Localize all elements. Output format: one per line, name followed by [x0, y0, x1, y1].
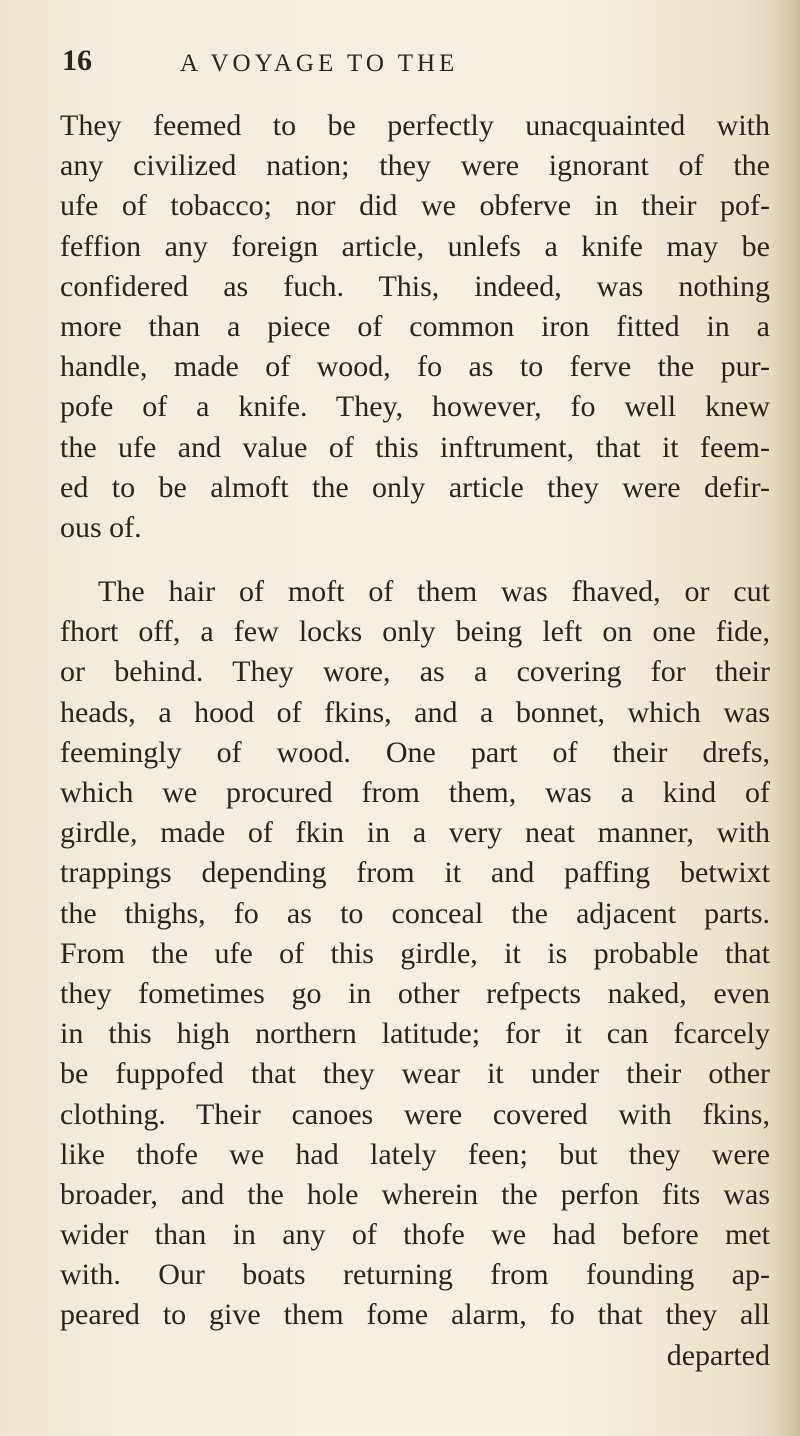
- text-line: trappings depending from it and paffing betwixt: [60, 856, 770, 890]
- text-line: broader, and the hole wherein the perfon fits was: [60, 1177, 770, 1211]
- text-line: or behind. They wore, as a covering for their: [60, 655, 770, 689]
- page-gutter-shadow: [772, 0, 800, 1436]
- text-line: more than a piece of common iron fitted in a: [60, 309, 770, 343]
- text-line: confidered as fuch. This, indeed, was nothing: [60, 269, 770, 303]
- text-line: feemingly of wood. One part of their drefs,: [60, 735, 770, 769]
- text-line: clothing. Their canoes were covered with fkins,: [60, 1097, 770, 1131]
- paragraph-gap: [60, 548, 770, 572]
- text-line: ous of.: [60, 510, 142, 544]
- running-title: A VOYAGE TO THE: [180, 50, 459, 77]
- paragraph-2: [60, 572, 770, 1376]
- text-line: girdle, made of fkin in a very neat manner, with: [60, 816, 770, 850]
- text-line: heads, a hood of fkins, and a bonnet, which was: [60, 695, 770, 729]
- text-line: in this high northern latitude; for it can fcarcely: [60, 1017, 770, 1051]
- text-line: feffion any foreign article, unlefs a knife may be: [60, 229, 770, 263]
- text-line: From the ufe of this girdle, it is probable that: [60, 936, 770, 970]
- text-line: the thighs, fo as to conceal the adjacent parts.: [60, 896, 770, 930]
- paragraph-1: [60, 106, 770, 548]
- text-line: The hair of moft of them was fhaved, or cut: [98, 575, 770, 609]
- text-line: pofe of a knife. They, however, fo well knew: [60, 390, 770, 424]
- text-line: handle, made of wood, fo as to ferve the pur-: [60, 350, 770, 384]
- text-line: the ufe and value of this inftrument, that it feem-: [60, 430, 770, 464]
- text-line: peared to give them fome alarm, fo that they all: [60, 1298, 770, 1332]
- text-line: be fuppofed that they wear it under their other: [60, 1057, 770, 1091]
- text-line: they fometimes go in other refpects naked, even: [60, 976, 770, 1010]
- text-line: which we procured from them, was a kind of: [60, 776, 770, 809]
- running-head: [62, 44, 762, 84]
- text-line: ufe of tobacco; nor did we obferve in their pof-: [60, 189, 770, 223]
- text-line: They feemed to be perfectly unacquainted with: [60, 109, 770, 142]
- text-line: ed to be almoft the only article they were defir-: [60, 470, 770, 504]
- text-line: with. Our boats returning from founding ap-: [60, 1258, 770, 1292]
- body-text: [60, 106, 770, 1376]
- text-line: departed: [666, 1338, 770, 1372]
- text-line: like thofe we had lately feen; but they were: [60, 1137, 770, 1171]
- text-line: fhort off, a few locks only being left on one fide,: [60, 615, 770, 649]
- text-line: any civilized nation; they were ignorant of the: [60, 149, 770, 183]
- text-line: wider than in any of thofe we had before met: [60, 1218, 770, 1252]
- page-number: 16: [62, 44, 92, 77]
